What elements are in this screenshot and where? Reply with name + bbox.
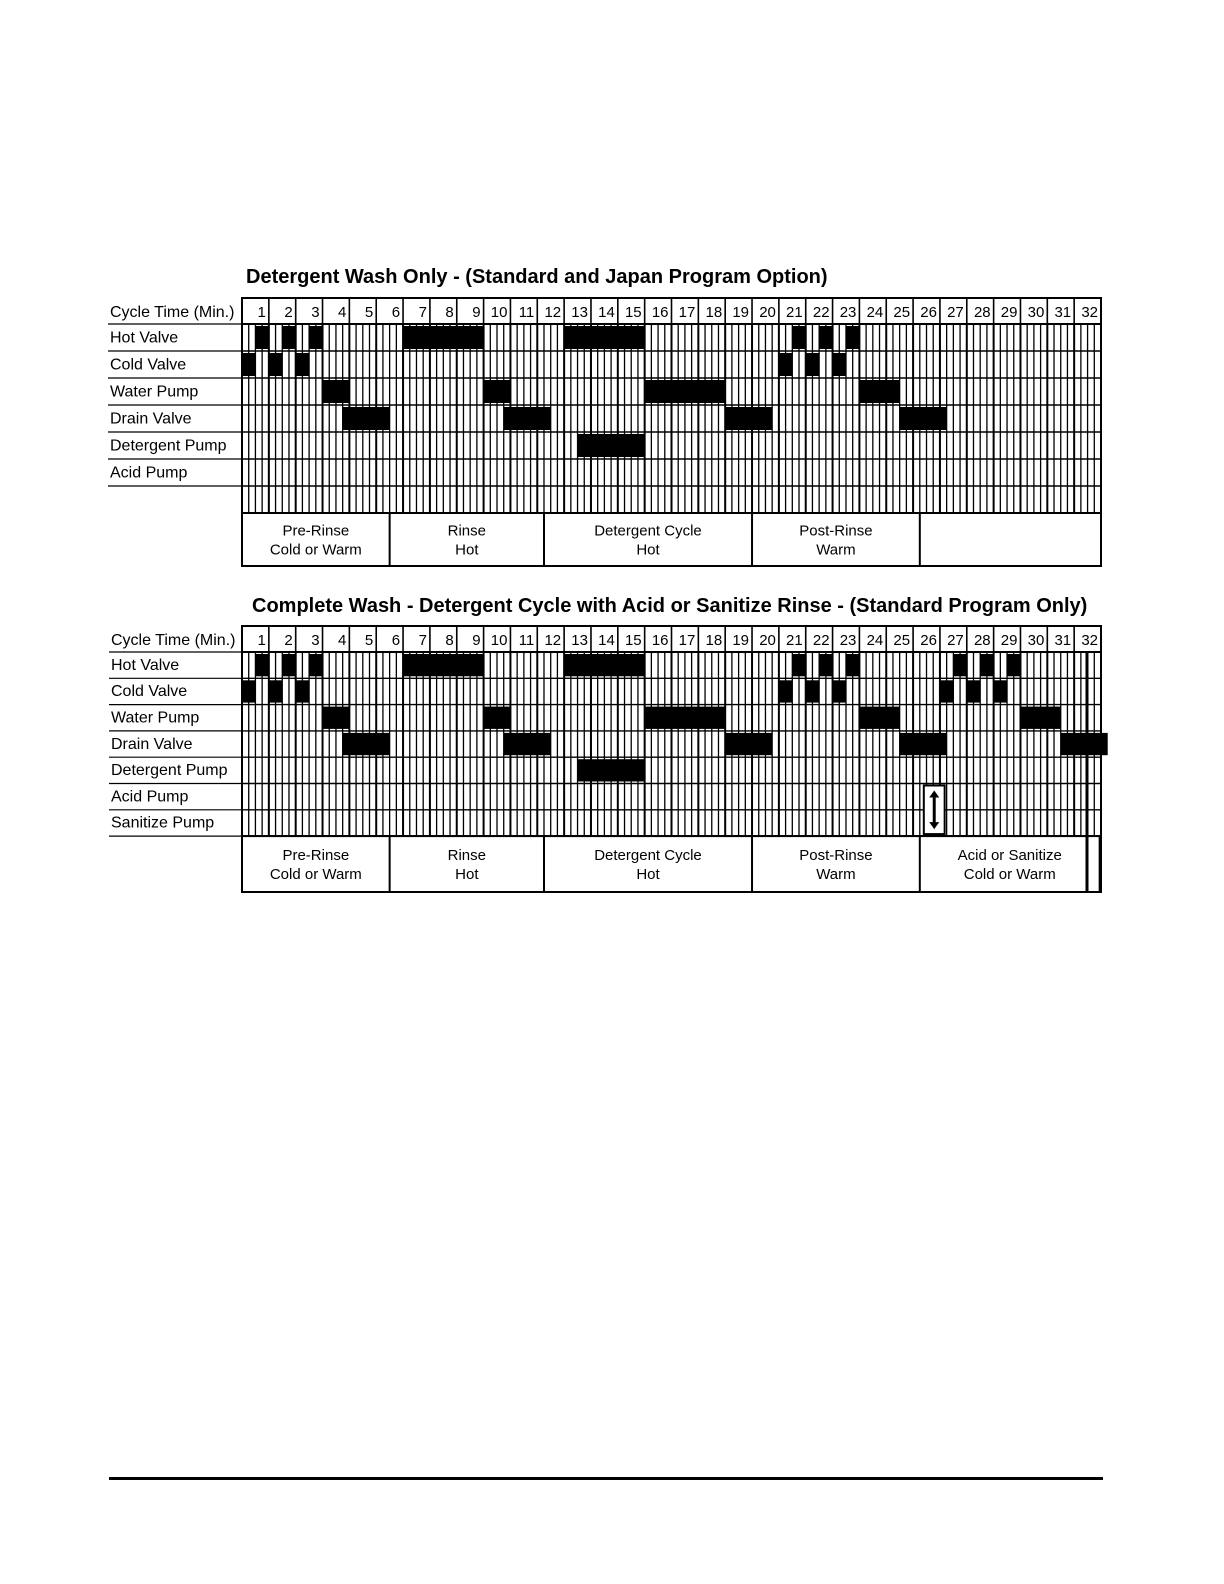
- minute-label: 5: [364, 304, 374, 321]
- minute-label: 31: [1054, 632, 1072, 649]
- row-label: Detergent Pump: [111, 762, 228, 780]
- minute-label: 4: [338, 304, 347, 321]
- active-segment: [792, 654, 805, 676]
- minute-label: 18: [705, 632, 723, 649]
- minute-label: 32: [1081, 632, 1098, 649]
- minute-label: 25: [893, 632, 911, 649]
- minute-label: 30: [1027, 304, 1045, 321]
- active-segment: [725, 407, 772, 430]
- active-segment: [725, 733, 772, 755]
- minute-label: 27: [947, 632, 964, 649]
- minute-label: 6: [391, 632, 401, 649]
- phase-label: Pre-Rinse: [282, 847, 350, 865]
- active-segment: [645, 380, 726, 403]
- active-segment: [1020, 707, 1060, 729]
- active-segment: [578, 759, 645, 781]
- phase-label: Rinse: [447, 522, 486, 540]
- minute-label: 29: [1000, 304, 1018, 321]
- active-segment: [484, 380, 511, 403]
- phase-label: Cold or Warm: [963, 866, 1056, 884]
- minute-label: 12: [544, 632, 562, 649]
- active-segment: [323, 707, 350, 729]
- phase-label: Detergent Cycle: [594, 522, 702, 540]
- row-label: Sanitize Pump: [111, 814, 215, 832]
- complete-wash-chart: [109, 595, 1108, 892]
- minute-label: 21: [786, 304, 803, 321]
- minute-label: 26: [920, 304, 937, 321]
- minute-label: 30: [1027, 632, 1045, 649]
- row-label: Cold Valve: [110, 356, 187, 374]
- row-label: Drain Valve: [111, 735, 193, 753]
- minute-label: 19: [732, 304, 750, 321]
- active-segment: [859, 707, 899, 729]
- active-segment: [403, 654, 484, 676]
- minute-label: 14: [598, 304, 615, 321]
- minute-label: 11: [518, 632, 535, 649]
- active-segment: [343, 407, 390, 430]
- active-segment: [900, 733, 947, 755]
- active-segment: [564, 326, 645, 349]
- minute-label: 1: [257, 304, 266, 321]
- active-segment: [645, 707, 726, 729]
- minute-label: 5: [364, 632, 374, 649]
- phase-label: Hot: [455, 541, 479, 559]
- active-segment: [833, 680, 846, 702]
- phase-label: Hot: [455, 866, 479, 884]
- active-segment: [282, 326, 295, 349]
- minute-label: 22: [812, 632, 830, 649]
- minute-label: 17: [678, 304, 696, 321]
- row-label: Water Pump: [110, 383, 199, 401]
- active-segment: [994, 680, 1007, 702]
- minute-label: 19: [732, 632, 750, 649]
- active-segment: [833, 353, 846, 376]
- minute-label: 10: [490, 304, 508, 321]
- minute-label: 28: [973, 304, 991, 321]
- active-segment: [309, 654, 322, 676]
- minute-label: 2: [284, 632, 293, 649]
- minute-label: 3: [311, 304, 320, 321]
- active-segment: [255, 654, 268, 676]
- active-segment: [846, 654, 859, 676]
- active-segment: [792, 326, 805, 349]
- minute-label: 10: [490, 632, 508, 649]
- active-segment: [819, 326, 832, 349]
- phase-label: Warm: [816, 541, 856, 559]
- minute-label: 13: [571, 304, 588, 321]
- active-segment: [309, 326, 322, 349]
- chart-title: Complete Wash - Detergent Cycle with Acid or Sanitize Rinse - (Standard Program Only): [252, 595, 1088, 617]
- minute-label: 16: [651, 304, 669, 321]
- phase-label: Rinse: [447, 847, 486, 865]
- active-segment: [242, 680, 255, 702]
- minute-label: 2: [284, 304, 293, 321]
- row-label: Acid Pump: [111, 788, 189, 806]
- active-segment: [1007, 654, 1020, 676]
- active-segment: [806, 680, 819, 702]
- phase-label: Detergent Cycle: [594, 847, 702, 865]
- row-label: Water Pump: [111, 709, 200, 727]
- active-segment: [296, 680, 309, 702]
- phase-label: Post-Rinse: [799, 522, 873, 540]
- minute-label: 8: [445, 632, 454, 649]
- pump-select-marker: [924, 786, 945, 835]
- footer-rule: [109, 1477, 1103, 1480]
- minute-label: 12: [544, 304, 562, 321]
- minute-label: 9: [472, 632, 481, 649]
- phase-label: Hot: [636, 541, 660, 559]
- minute-label: 13: [571, 632, 588, 649]
- active-segment: [980, 654, 993, 676]
- minute-label: 20: [759, 304, 776, 321]
- minute-label: 3: [311, 632, 320, 649]
- minute-label: 17: [678, 632, 696, 649]
- row-label: Hot Valve: [110, 329, 179, 347]
- active-segment: [779, 353, 792, 376]
- active-segment: [564, 654, 645, 676]
- active-segment: [504, 407, 551, 430]
- active-segment: [282, 654, 295, 676]
- minute-label: 29: [1000, 632, 1018, 649]
- active-segment: [484, 707, 511, 729]
- minute-label: 14: [598, 632, 615, 649]
- phase-band: [242, 513, 1101, 566]
- phase-label: Cold or Warm: [269, 866, 362, 884]
- minute-label: 7: [418, 304, 427, 321]
- cycle-time-label: Cycle Time (Min.): [110, 304, 235, 321]
- minute-label: 23: [839, 304, 857, 321]
- phase-label: Acid or Sanitize: [957, 847, 1062, 865]
- row-label: Hot Valve: [111, 656, 180, 674]
- active-segment: [900, 407, 947, 430]
- phase-label: Hot: [636, 866, 660, 884]
- detergent-wash-only-chart: [108, 266, 1101, 566]
- minute-label: 9: [472, 304, 481, 321]
- minute-label: 25: [893, 304, 911, 321]
- minute-label: 22: [812, 304, 830, 321]
- row-label: Detergent Pump: [110, 437, 227, 455]
- minute-label: 31: [1054, 304, 1072, 321]
- minute-label: 23: [839, 632, 857, 649]
- active-segment: [403, 326, 484, 349]
- minute-label: 24: [866, 304, 884, 321]
- minute-label: 16: [651, 632, 669, 649]
- chart-title: Detergent Wash Only - (Standard and Japan Program Option): [246, 266, 828, 288]
- minute-label: 32: [1081, 304, 1098, 321]
- active-segment: [296, 353, 309, 376]
- active-segment: [967, 680, 980, 702]
- minute-label: 4: [338, 632, 347, 649]
- minute-label: 20: [759, 632, 776, 649]
- active-segment: [269, 353, 282, 376]
- active-segment: [242, 353, 255, 376]
- active-segment: [343, 733, 390, 755]
- phase-label: Cold or Warm: [269, 541, 362, 559]
- minute-label: 21: [786, 632, 803, 649]
- minute-label: 6: [391, 304, 401, 321]
- cycle-time-label: Cycle Time (Min.): [111, 632, 236, 649]
- phase-label: Post-Rinse: [799, 847, 873, 865]
- minute-label: 11: [518, 304, 535, 321]
- minute-label: 15: [624, 632, 642, 649]
- minute-label: 15: [624, 304, 642, 321]
- active-segment: [255, 326, 268, 349]
- minute-label: 27: [947, 304, 964, 321]
- row-label: Acid Pump: [110, 464, 188, 482]
- active-segment: [504, 733, 551, 755]
- active-segment: [779, 680, 792, 702]
- minute-label: 28: [973, 632, 991, 649]
- minute-label: 18: [705, 304, 723, 321]
- active-segment: [859, 380, 899, 403]
- active-segment: [806, 353, 819, 376]
- active-segment: [269, 680, 282, 702]
- minute-label: 1: [257, 632, 266, 649]
- active-segment: [846, 326, 859, 349]
- minute-label: 7: [418, 632, 427, 649]
- minute-label: 26: [920, 632, 937, 649]
- active-segment: [940, 680, 953, 702]
- minute-label: 8: [445, 304, 454, 321]
- active-segment: [953, 654, 966, 676]
- active-segment: [323, 380, 350, 403]
- row-label: Drain Valve: [110, 410, 192, 428]
- active-segment: [578, 434, 645, 457]
- active-segment: [819, 654, 832, 676]
- row-label: Cold Valve: [111, 683, 188, 701]
- phase-label: Pre-Rinse: [282, 522, 350, 540]
- minute-label: 24: [866, 632, 884, 649]
- phase-label: Warm: [816, 866, 856, 884]
